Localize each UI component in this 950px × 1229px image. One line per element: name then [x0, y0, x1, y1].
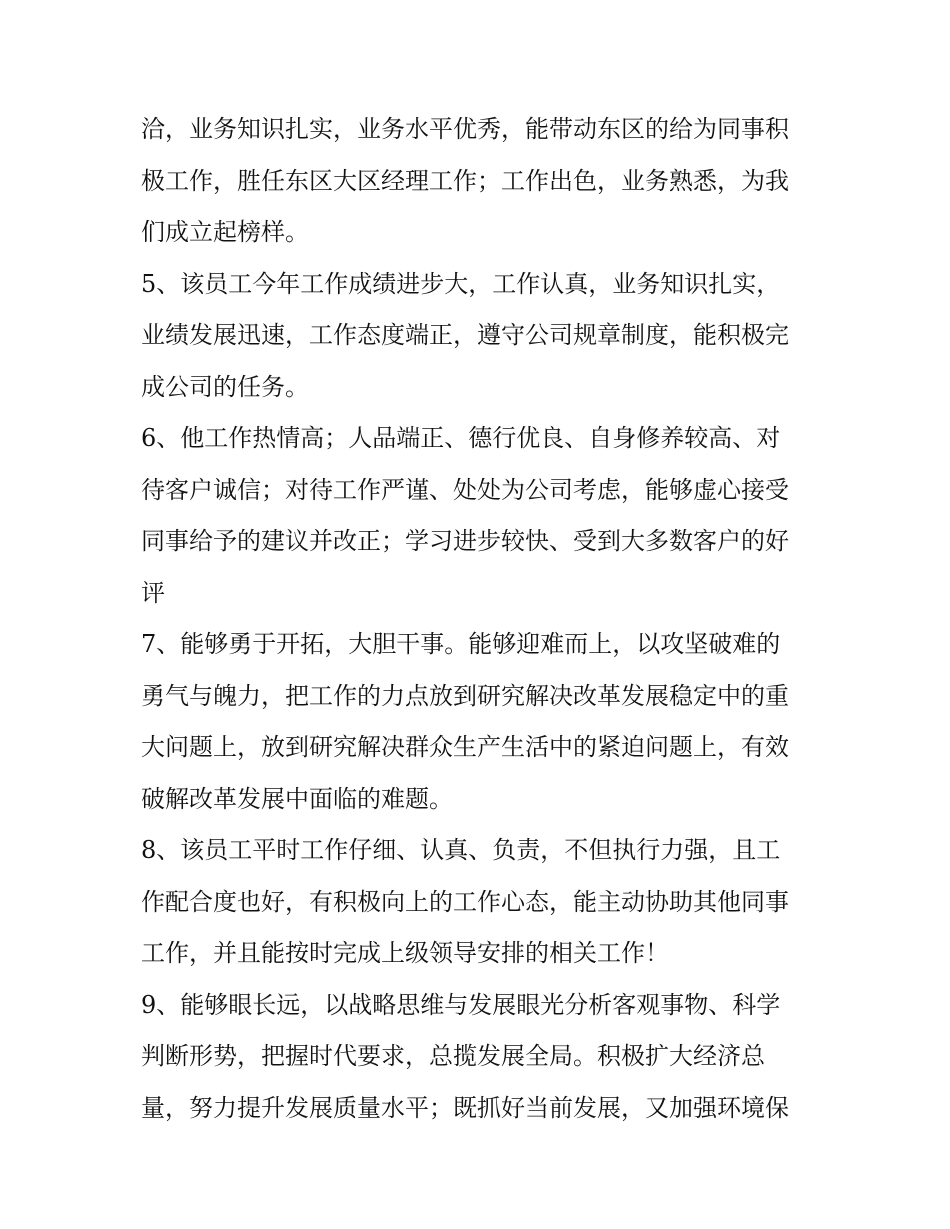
text-line: 6、他工作热情高；人品端正、德行优良、自身修养较高、对: [141, 424, 781, 452]
text-line: 8、该员工平时工作仔细、认真、负责，不但执行力强，且工: [141, 836, 781, 864]
text-line: 极工作，胜任东区大区经理工作；工作出色，业务熟悉，为我: [141, 166, 789, 195]
text-line: 9、能够眼长远，以战略思维与发展眼光分析客观事物、科学: [141, 990, 781, 1019]
text-line: 作配合度也好，有积极向上的工作心态，能主动协助其他同事: [141, 887, 789, 916]
text-line: 量，努力提升发展质量水平；既抓好当前发展，又加强环境保: [141, 1093, 789, 1122]
text-line: 大问题上，放到研究解决群众生产生活中的紧迫问题上，有效: [141, 733, 789, 761]
text-line: 同事给予的建议并改正；学习进步较快、受到大多数客户的好: [141, 527, 789, 555]
text-line: 待客户诚信；对待工作严谨、处处为公司考虑，能够虚心接受: [141, 475, 789, 504]
text-line: 们成立起榜样。: [141, 218, 309, 246]
text-line: 业绩发展迅速，工作态度端正，遵守公司规章制度，能积极完: [141, 321, 789, 349]
text-line: 工作，并且能按时完成上级领导安排的相关工作！: [141, 939, 669, 967]
text-line: 洽，业务知识扎实，业务水平优秀，能带动东区的给为同事积: [141, 115, 789, 143]
text-line: 评: [141, 578, 165, 607]
text-line: 7、能够勇于开拓，大胆干事。能够迎难而上，以攻坚破难的: [141, 630, 781, 658]
text-line: 破解改革发展中面临的难题。: [141, 784, 453, 813]
text-line: 勇气与魄力，把工作的力点放到研究解决改革发展稳定中的重: [141, 681, 789, 710]
text-line: 判断形势，把握时代要求，总揽发展全局。积极扩大经济总: [141, 1042, 765, 1070]
text-line: 成公司的任务。: [141, 372, 309, 401]
document-body: [141, 104, 817, 1134]
text-line: 5、该员工今年工作成绩进步大，工作认真，业务知识扎实，: [141, 269, 781, 298]
